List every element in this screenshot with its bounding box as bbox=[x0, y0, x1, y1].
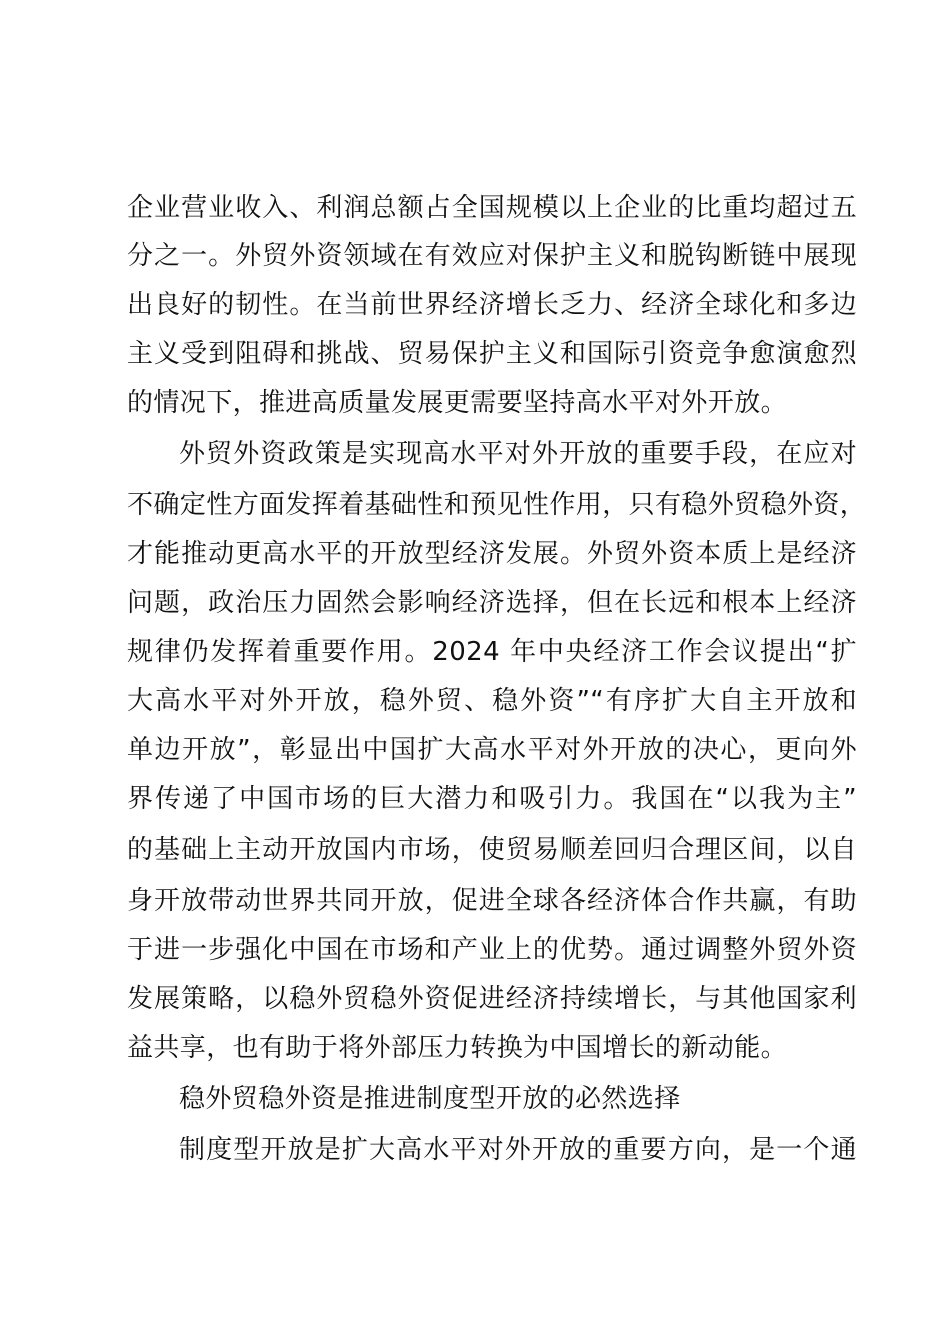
text-line: 不确定性方面发挥着基础性和预见性作用，只有稳外贸稳外资， bbox=[127, 490, 867, 520]
text-line: 身开放带动世界共同开放，促进全球各经济体合作共赢，有助 bbox=[127, 886, 857, 916]
text-line: 主义受到阻碍和挑战、贸易保护主义和国际引资竞争愈演愈烈 bbox=[127, 339, 857, 369]
paragraph-first-line: 制度型开放是扩大高水平对外开放的重要方向，是一个通 bbox=[179, 1135, 857, 1165]
text-line: 才能推动更高水平的开放型经济发展。外贸外资本质上是经济 bbox=[127, 539, 857, 569]
text-line: 规律仍发挥着重要作用。2024 年中央经济工作会议提出“扩 bbox=[127, 637, 857, 667]
paragraph-first-line: 外贸外资政策是实现高水平对外开放的重要手段，在应对 bbox=[179, 439, 857, 469]
text-line: 分之一。外贸外资领域在有效应对保护主义和脱钩断链中展现 bbox=[127, 241, 857, 271]
text-line: 益共享，也有助于将外部压力转换为中国增长的新动能。 bbox=[127, 1033, 788, 1063]
text-line: 大高水平对外开放，稳外贸、稳外资”“有序扩大自主开放和 bbox=[127, 686, 857, 716]
text-line: 于进一步强化中国在市场和产业上的优势。通过调整外贸外资 bbox=[127, 935, 857, 965]
text-line: 单边开放”，彰显出中国扩大高水平对外开放的决心，更向外 bbox=[127, 735, 857, 765]
text-line: 的情况下，推进高质量发展更需要坚持高水平对外开放。 bbox=[127, 388, 788, 418]
section-heading: 稳外贸稳外资是推进制度型开放的必然选择 bbox=[179, 1084, 681, 1114]
text-line: 出良好的韧性。在当前世界经济增长乏力、经济全球化和多边 bbox=[127, 290, 857, 320]
text-line: 的基础上主动开放国内市场，使贸易顺差回归合理区间，以自 bbox=[127, 835, 857, 865]
text-line: 企业营业收入、利润总额占全国规模以上企业的比重均超过五 bbox=[127, 193, 857, 223]
text-line: 界传递了中国市场的巨大潜力和吸引力。我国在“以我为主” bbox=[127, 784, 857, 814]
text-line: 发展策略，以稳外贸稳外资促进经济持续增长，与其他国家利 bbox=[127, 984, 857, 1014]
text-line: 问题，政治压力固然会影响经济选择，但在长远和根本上经济 bbox=[127, 588, 857, 618]
